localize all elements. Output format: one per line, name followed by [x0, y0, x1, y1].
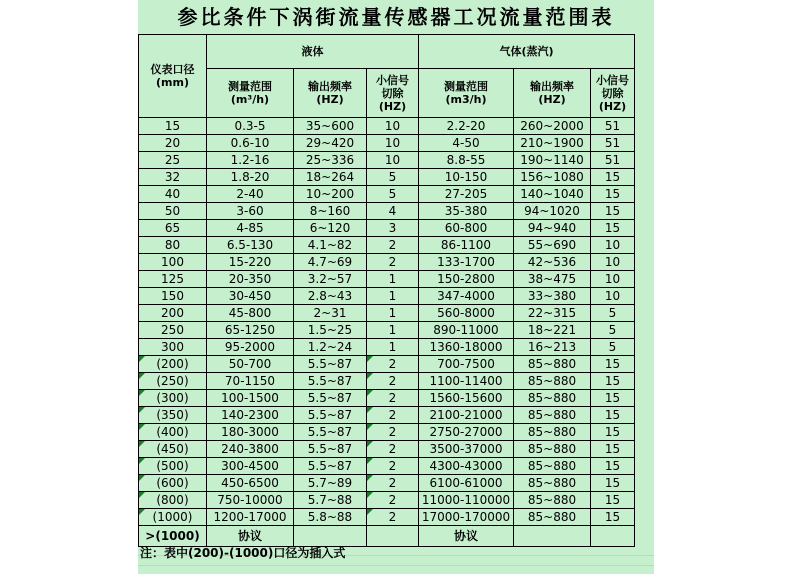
gas-range-cell[interactable]: 35-380 [419, 203, 514, 220]
table-row [139, 356, 635, 373]
gas-range-cell[interactable]: 2750-27000 [419, 424, 514, 441]
liquid-freq-cell[interactable]: 10~200 [294, 186, 367, 203]
table-row [139, 169, 635, 186]
caliber-cell[interactable]: 300 [139, 339, 207, 356]
liquid-freq-cell[interactable]: 5.5~87 [294, 390, 367, 407]
gas-freq-cell[interactable]: 85~880 [514, 424, 591, 441]
caliber-cell[interactable]: 65 [139, 220, 207, 237]
gas-range-header-label: 测量范围 [444, 80, 488, 93]
flow-range-table [138, 34, 635, 547]
caliber-cell[interactable]: 32 [139, 169, 207, 186]
table-row [139, 288, 635, 305]
liquid-range-cell[interactable]: 45-800 [207, 305, 294, 322]
caliber-cell[interactable]: 15 [139, 118, 207, 135]
liquid-range-cell[interactable]: 1.8-20 [207, 169, 294, 186]
caliber-cell[interactable]: 20 [139, 135, 207, 152]
gas-freq-header-label: 输出频率 [530, 80, 574, 93]
gas-freq-cell[interactable]: 22~315 [514, 305, 591, 322]
last-gas-cell[interactable]: 协议 [419, 526, 514, 547]
gas-range-cell[interactable]: 86-1100 [419, 237, 514, 254]
liquid-cutoff-header [367, 69, 419, 118]
gas-range-cell[interactable]: 133-1700 [419, 254, 514, 271]
gas-range-cell[interactable]: 11000-110000 [419, 492, 514, 509]
gas-range-cell[interactable]: 3500-37000 [419, 441, 514, 458]
liquid-cutoff-cell[interactable]: 5 [367, 169, 419, 186]
gas-cutoff-cell[interactable]: 15 [591, 203, 635, 220]
table-row [139, 339, 635, 356]
gas-cutoff-header-unit: (HZ) [598, 99, 627, 113]
table-row [139, 373, 635, 390]
table-row [139, 118, 635, 135]
caliber-cell[interactable]: (350) [139, 407, 207, 424]
liquid-freq-cell[interactable]: 2~31 [294, 305, 367, 322]
gas-freq-cell[interactable]: 85~880 [514, 509, 591, 526]
caliber-cell[interactable]: (800) [139, 492, 207, 509]
table-row [139, 458, 635, 475]
gas-freq-cell[interactable]: 190~1140 [514, 152, 591, 169]
gas-range-cell[interactable]: 27-205 [419, 186, 514, 203]
caliber-header [139, 35, 207, 118]
liquid-range-cell[interactable]: 100-1500 [207, 390, 294, 407]
gas-cutoff-cell[interactable]: 10 [591, 254, 635, 271]
gas-freq-header [514, 69, 591, 118]
caliber-cell[interactable]: (300) [139, 390, 207, 407]
liquid-range-cell[interactable]: 3-60 [207, 203, 294, 220]
gas-range-cell[interactable]: 1360-18000 [419, 339, 514, 356]
liquid-freq-cell[interactable]: 5.5~87 [294, 441, 367, 458]
table-row [139, 322, 635, 339]
gas-range-cell[interactable]: 700-7500 [419, 356, 514, 373]
table-title: 参比条件下涡街流量传感器工况流量范围表 [177, 5, 615, 29]
liquid-range-cell[interactable]: 750-10000 [207, 492, 294, 509]
caliber-cell[interactable]: 80 [139, 237, 207, 254]
table-row [139, 254, 635, 271]
table-row [139, 271, 635, 288]
gas-cutoff-cell[interactable]: 15 [591, 475, 635, 492]
gas-cutoff-cell[interactable]: 15 [591, 424, 635, 441]
liquid-cutoff-cell[interactable]: 4 [367, 203, 419, 220]
liquid-freq-cell[interactable]: 1.5~25 [294, 322, 367, 339]
caliber-header-label: 仪表口径 [150, 63, 195, 76]
table-row [139, 305, 635, 322]
gas-range-cell[interactable]: 1100-11400 [419, 373, 514, 390]
liquid-cutoff-cell[interactable]: 2 [367, 509, 419, 526]
liquid-range-header [207, 69, 294, 118]
liquid-range-cell[interactable]: 140-2300 [207, 407, 294, 424]
liquid-range-cell[interactable]: 180-3000 [207, 424, 294, 441]
liquid-range-cell[interactable]: 0.6-10 [207, 135, 294, 152]
liquid-freq-cell[interactable]: 5.5~87 [294, 458, 367, 475]
gas-range-cell[interactable]: 560-8000 [419, 305, 514, 322]
gas-cutoff-cell[interactable]: 15 [591, 458, 635, 475]
gas-freq-header-unit: (HZ) [538, 93, 566, 106]
gas-freq-cell[interactable]: 18~221 [514, 322, 591, 339]
gas-range-header-unit: (m3/h) [445, 93, 487, 106]
gas-freq-cell[interactable]: 16~213 [514, 339, 591, 356]
gas-range-cell[interactable]: 890-11000 [419, 322, 514, 339]
gas-cutoff-cell[interactable]: 51 [591, 152, 635, 169]
gas-freq-cell[interactable]: 85~880 [514, 407, 591, 424]
liquid-range-cell[interactable]: 70-1150 [207, 373, 294, 390]
liquid-range-cell[interactable]: 65-1250 [207, 322, 294, 339]
liquid-cutoff-cell[interactable]: 10 [367, 152, 419, 169]
liquid-freq-cell[interactable]: 5.5~87 [294, 373, 367, 390]
liquid-cutoff-cell[interactable]: 2 [367, 492, 419, 509]
gas-range-header [419, 69, 514, 118]
gas-freq-cell[interactable]: 33~380 [514, 288, 591, 305]
table-row [139, 475, 635, 492]
gas-range-cell[interactable]: 4-50 [419, 135, 514, 152]
liquid-cutoff-cell[interactable]: 2 [367, 390, 419, 407]
liquid-freq-cell[interactable]: 1.2~24 [294, 339, 367, 356]
liquid-freq-cell[interactable]: 8~160 [294, 203, 367, 220]
liquid-range-cell[interactable]: 450-6500 [207, 475, 294, 492]
gas-freq-cell[interactable]: 210~1900 [514, 135, 591, 152]
footnote: 注：表中(200)-(1000)口径为插入式 [140, 546, 346, 560]
caliber-cell[interactable]: 125 [139, 271, 207, 288]
liquid-range-cell[interactable]: 2-40 [207, 186, 294, 203]
liquid-freq-cell[interactable]: 4.7~69 [294, 254, 367, 271]
liquid-freq-cell[interactable]: 29~420 [294, 135, 367, 152]
table-row [139, 135, 635, 152]
gas-cutoff-cell[interactable]: 51 [591, 118, 635, 135]
caliber-cell[interactable]: 40 [139, 186, 207, 203]
liquid-cutoff-cell[interactable]: 2 [367, 237, 419, 254]
liquid-cutoff-header-label: 小信号切除 [376, 73, 409, 100]
liquid-freq-cell[interactable]: 5.8~88 [294, 509, 367, 526]
table-row [139, 390, 635, 407]
caliber-cell[interactable]: 200 [139, 305, 207, 322]
liquid-cutoff-cell[interactable]: 2 [367, 373, 419, 390]
liquid-range-cell[interactable]: 0.3-5 [207, 118, 294, 135]
liquid-cutoff-cell[interactable]: 2 [367, 254, 419, 271]
liquid-range-cell[interactable]: 20-350 [207, 271, 294, 288]
gas-range-cell[interactable]: 17000-170000 [419, 509, 514, 526]
table-row [139, 441, 635, 458]
gas-freq-cell[interactable]: 260~2000 [514, 118, 591, 135]
liquid-cutoff-header-unit: (HZ) [378, 99, 407, 113]
liquid-range-cell[interactable]: 1.2-16 [207, 152, 294, 169]
gas-range-cell[interactable]: 6100-61000 [419, 475, 514, 492]
table-row [139, 186, 635, 203]
liquid-freq-cell[interactable]: 18~264 [294, 169, 367, 186]
gas-cutoff-header-label: 小信号切除 [596, 73, 629, 100]
caliber-cell[interactable]: (450) [139, 441, 207, 458]
gas-range-cell[interactable]: 2.2-20 [419, 118, 514, 135]
liquid-freq-cell[interactable]: 5.5~87 [294, 407, 367, 424]
liquid-cutoff-cell[interactable]: 1 [367, 271, 419, 288]
liquid-freq-cell[interactable]: 5.5~87 [294, 356, 367, 373]
liquid-range-cell[interactable]: 15-220 [207, 254, 294, 271]
gas-cutoff-header [591, 69, 635, 118]
liquid-cutoff-cell[interactable]: 5 [367, 186, 419, 203]
liquid-cutoff-cell[interactable]: 1 [367, 305, 419, 322]
caliber-cell[interactable]: 100 [139, 254, 207, 271]
liquid-range-cell[interactable]: 240-3800 [207, 441, 294, 458]
gas-freq-cell[interactable]: 140~1040 [514, 186, 591, 203]
gas-cutoff-cell[interactable]: 10 [591, 271, 635, 288]
gas-freq-cell[interactable]: 156~1080 [514, 169, 591, 186]
liquid-freq-cell[interactable]: 25~336 [294, 152, 367, 169]
gas-cutoff-cell[interactable]: 15 [591, 220, 635, 237]
gas-freq-cell[interactable]: 85~880 [514, 475, 591, 492]
liquid-cutoff-cell[interactable]: 10 [367, 118, 419, 135]
gas-range-cell[interactable]: 1560-15600 [419, 390, 514, 407]
liquid-cutoff-cell[interactable]: 1 [367, 339, 419, 356]
liquid-range-cell[interactable]: 30-450 [207, 288, 294, 305]
liquid-range-cell[interactable]: 4-85 [207, 220, 294, 237]
liquid-freq-header-unit: (HZ) [316, 93, 344, 106]
gas-freq-cell[interactable]: 85~880 [514, 492, 591, 509]
liquid-cutoff-cell[interactable]: 1 [367, 322, 419, 339]
caliber-cell[interactable]: 250 [139, 322, 207, 339]
liquid-freq-cell[interactable]: 6~120 [294, 220, 367, 237]
liquid-cutoff-cell[interactable]: 10 [367, 135, 419, 152]
gas-cutoff-cell[interactable]: 15 [591, 492, 635, 509]
gas-cutoff-cell[interactable]: 15 [591, 169, 635, 186]
table-row [139, 220, 635, 237]
liquid-range-cell[interactable]: 95-2000 [207, 339, 294, 356]
gas-cutoff-cell[interactable]: 15 [591, 509, 635, 526]
gas-freq-cell[interactable]: 85~880 [514, 373, 591, 390]
table-row [139, 237, 635, 254]
last-caliber-cell[interactable]: >(1000) [139, 526, 207, 547]
caliber-cell[interactable]: 25 [139, 152, 207, 169]
caliber-header-unit: (mm) [156, 76, 189, 89]
gas-freq-cell[interactable]: 38~475 [514, 271, 591, 288]
liquid-header: 液体 [207, 35, 419, 69]
table-row [139, 492, 635, 509]
liquid-freq-cell[interactable]: 5.7~88 [294, 492, 367, 509]
liquid-cutoff-cell[interactable]: 3 [367, 220, 419, 237]
table-row [139, 152, 635, 169]
gas-freq-cell[interactable]: 94~1020 [514, 203, 591, 220]
gas-cutoff-cell[interactable]: 5 [591, 322, 635, 339]
liquid-freq-header-label: 输出频率 [308, 80, 352, 93]
gas-cutoff-cell[interactable]: 15 [591, 356, 635, 373]
liquid-range-cell[interactable]: 1200-17000 [207, 509, 294, 526]
liquid-range-cell[interactable]: 50-700 [207, 356, 294, 373]
gas-cutoff-cell[interactable]: 10 [591, 237, 635, 254]
caliber-cell[interactable]: (250) [139, 373, 207, 390]
liquid-freq-cell[interactable]: 5.5~87 [294, 424, 367, 441]
gas-freq-cell[interactable]: 94~940 [514, 220, 591, 237]
table-row [139, 407, 635, 424]
caliber-cell[interactable]: (400) [139, 424, 207, 441]
liquid-cutoff-cell[interactable]: 2 [367, 407, 419, 424]
gas-cutoff-cell[interactable]: 5 [591, 339, 635, 356]
caliber-cell[interactable]: (200) [139, 356, 207, 373]
gas-range-cell[interactable]: 8.8-55 [419, 152, 514, 169]
gas-cutoff-cell[interactable]: 10 [591, 288, 635, 305]
gas-cutoff-cell[interactable]: 15 [591, 390, 635, 407]
liquid-freq-cell[interactable]: 2.8~43 [294, 288, 367, 305]
liquid-cutoff-cell[interactable]: 1 [367, 288, 419, 305]
liquid-range-header-label: 测量范围 [228, 80, 272, 93]
liquid-freq-cell[interactable]: 35~600 [294, 118, 367, 135]
liquid-freq-cell[interactable]: 4.1~82 [294, 237, 367, 254]
table-row [139, 424, 635, 441]
gas-range-cell[interactable]: 10-150 [419, 169, 514, 186]
gas-range-cell[interactable]: 150-2800 [419, 271, 514, 288]
caliber-cell[interactable]: (500) [139, 458, 207, 475]
gas-cutoff-cell[interactable]: 5 [591, 305, 635, 322]
table-row [139, 203, 635, 220]
gridline [138, 565, 654, 566]
gas-cutoff-cell[interactable]: 15 [591, 441, 635, 458]
liquid-freq-header [294, 69, 367, 118]
gas-freq-cell[interactable]: 85~880 [514, 390, 591, 407]
liquid-cutoff-cell[interactable]: 2 [367, 458, 419, 475]
liquid-cutoff-cell[interactable]: 2 [367, 424, 419, 441]
gas-freq-cell[interactable]: 55~690 [514, 237, 591, 254]
gas-cutoff-cell[interactable]: 51 [591, 135, 635, 152]
liquid-range-cell[interactable]: 6.5-130 [207, 237, 294, 254]
gas-header: 气体(蒸汽) [419, 35, 635, 69]
table-row [139, 509, 635, 526]
caliber-cell[interactable]: 150 [139, 288, 207, 305]
caliber-cell[interactable]: 50 [139, 203, 207, 220]
caliber-cell[interactable]: (600) [139, 475, 207, 492]
gas-range-cell[interactable]: 347-4000 [419, 288, 514, 305]
last-liquid-cell[interactable]: 协议 [207, 526, 294, 547]
gas-range-cell[interactable]: 2100-21000 [419, 407, 514, 424]
liquid-cutoff-cell[interactable]: 2 [367, 356, 419, 373]
gas-freq-cell[interactable]: 85~880 [514, 458, 591, 475]
liquid-freq-cell[interactable]: 5.7~89 [294, 475, 367, 492]
liquid-range-header-unit: (m³/h) [230, 93, 270, 106]
caliber-cell[interactable]: (1000) [139, 509, 207, 526]
liquid-cutoff-cell[interactable]: 2 [367, 441, 419, 458]
gas-freq-cell[interactable]: 85~880 [514, 356, 591, 373]
liquid-cutoff-cell[interactable]: 2 [367, 475, 419, 492]
gas-freq-cell[interactable]: 42~536 [514, 254, 591, 271]
gas-cutoff-cell[interactable]: 15 [591, 407, 635, 424]
liquid-freq-cell[interactable]: 3.2~57 [294, 271, 367, 288]
gas-cutoff-cell[interactable]: 15 [591, 373, 635, 390]
gas-freq-cell[interactable]: 85~880 [514, 441, 591, 458]
liquid-range-cell[interactable]: 300-4500 [207, 458, 294, 475]
gas-cutoff-cell[interactable]: 15 [591, 186, 635, 203]
gas-range-cell[interactable]: 4300-43000 [419, 458, 514, 475]
gas-range-cell[interactable]: 60-800 [419, 220, 514, 237]
